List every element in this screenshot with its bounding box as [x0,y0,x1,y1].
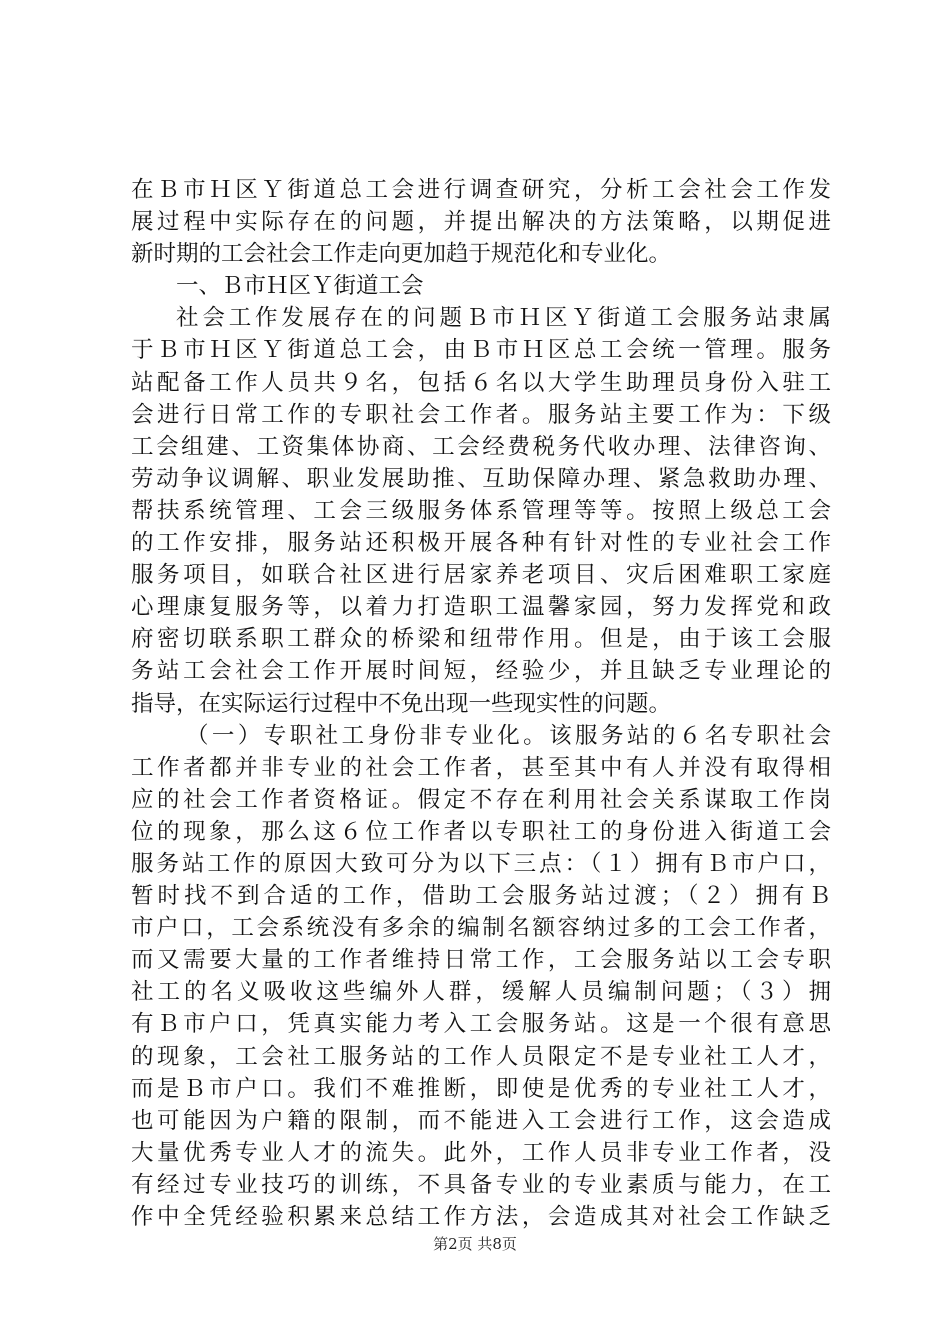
text-line: 务站工会社会工作开展时间短，经验少，并且缺乏专业理论的 [131,658,831,685]
text-line: 指导，在实际运行过程中不免出现一些现实性的问题。 [131,690,672,717]
text-line: 会进行日常工作的专职社会工作者。服务站主要工作为：下级 [131,401,831,428]
text-line: 服务项目，如联合社区进行居家养老项目、灾后困难职工家庭 [131,562,831,589]
text-line: 应的社会工作者资格证。假定不存在利用社会关系谋取工作岗 [131,786,831,813]
text-line: 的现象，工会社工服务站的工作人员限定不是专业社工人才， [131,1043,831,1070]
text-line: 于Ｂ市Ｈ区Ｙ街道总工会，由Ｂ市Ｈ区总工会统一管理。服务 [131,337,831,364]
text-line: （一）专职社工身份非专业化。该服务站的６名专职社会 [186,722,831,749]
text-line: 位的现象，那么这６位工作者以专职社工的身份进入街道工会 [131,818,831,845]
text-line: 帮扶系统管理、工会三级服务体系管理等等。按照上级总工会 [131,497,831,524]
text-line: 有Ｂ市户口，凭真实能力考入工会服务站。这是一个很有意思 [131,1011,831,1038]
text-line: 而是Ｂ市户口。我们不难推断，即使是优秀的专业社工人才， [131,1075,831,1102]
text-line: 有经过专业技巧的训练，不具备专业的专业素质与能力，在工 [131,1171,831,1198]
text-line: 工会组建、工资集体协商、工会经费税务代收办理、法律咨询、 [131,433,831,460]
text-line: 作中全凭经验积累来总结工作方法，会造成其对社会工作缺乏 [131,1204,831,1230]
text-line: 社工的名义吸收这些编外人群，缓解人员编制问题；（３）拥 [131,979,831,1006]
text-line: 府密切联系职工群众的桥梁和纽带作用。但是，由于该工会服 [131,626,831,653]
body-text [131,174,831,1233]
text-line: 站配备工作人员共９名，包括６名以大学生助理员身份入驻工 [131,369,831,396]
text-line: 而又需要大量的工作者维持日常工作，工会服务站以工会专职 [131,947,831,974]
text-line: 新时期的工会社会工作走向更加趋于规范化和专业化。 [131,241,672,268]
section-heading: 一、Ｂ市Ｈ区Ｙ街道工会 [176,273,424,300]
text-line: 的工作安排，服务站还积极开展各种有针对性的专业社会工作 [131,530,831,557]
text-line: 暂时找不到合适的工作，借助工会服务站过渡；（２）拥有Ｂ [131,883,831,910]
text-line: 在Ｂ市Ｈ区Ｙ街道总工会进行调查研究，分析工会社会工作发 [131,177,831,203]
text-line: 也可能因为户籍的限制，而不能进入工会进行工作，这会造成 [131,1107,831,1134]
text-line: 服务站工作的原因大致可分为以下三点：（１）拥有Ｂ市户口， [131,850,831,877]
text-line: 劳动争议调解、职业发展助推、互助保障办理、紧急救助办理、 [131,465,831,492]
page-footer: 第2页 共8页 [433,1235,517,1253]
text-line: 市户口，工会系统没有多余的编制名额容纳过多的工会工作者， [131,915,831,942]
text-line: 社会工作发展存在的问题Ｂ市Ｈ区Ｙ街道工会服务站隶属 [176,305,831,332]
text-line: 展过程中实际存在的问题，并提出解决的方法策略，以期促进 [131,209,831,236]
text-line: 心理康复服务等，以着力打造职工温馨家园，努力发挥党和政 [131,594,831,621]
text-line: 工作者都并非专业的社会工作者，甚至其中有人并没有取得相 [131,754,831,781]
text-line: 大量优秀专业人才的流失。此外，工作人员非专业工作者，没 [131,1139,831,1166]
